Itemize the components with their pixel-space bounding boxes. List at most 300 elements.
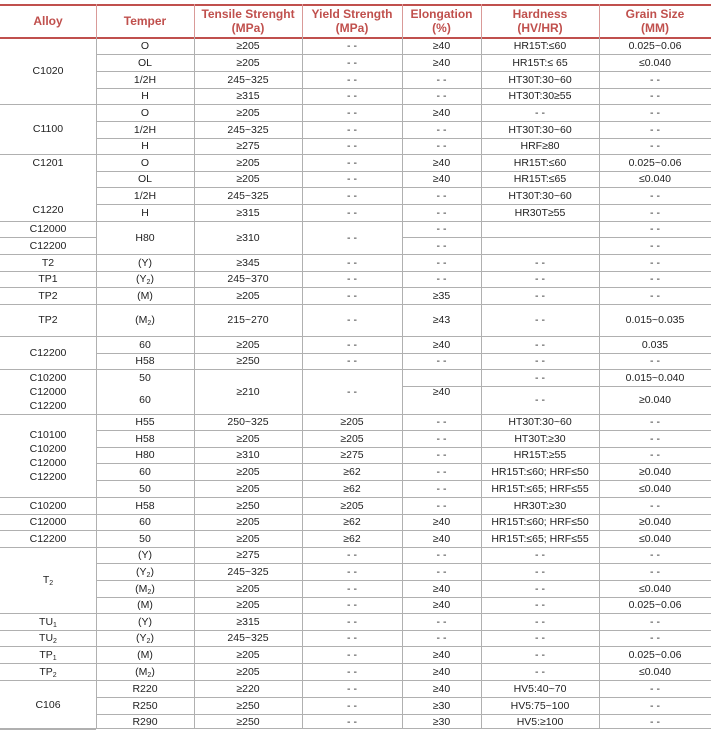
alloy-label (0, 272, 96, 286)
cell-temper (96, 56, 194, 70)
cell-text: 245~325 (227, 565, 269, 578)
cell-text: - - (436, 632, 447, 644)
cell-hard (481, 289, 599, 303)
cell-elong (402, 222, 481, 236)
header-column-divider (599, 4, 600, 37)
cell-temper (96, 139, 194, 153)
cell-text: (Y (136, 565, 147, 578)
header-grain-line1: Grain Size (625, 6, 685, 21)
cell-text: - - (436, 355, 447, 367)
cell-elong (402, 89, 481, 103)
cell-hard (481, 415, 599, 429)
cell-text: 50 (139, 371, 151, 384)
cell-tensile (194, 89, 302, 103)
cell-text: 0.015~0.035 (625, 314, 685, 326)
cell-tensile (194, 289, 302, 303)
cell-text: OL (137, 173, 152, 185)
cell-hard (481, 172, 599, 186)
cell-text: (M (135, 665, 148, 678)
cell-temper (96, 715, 194, 729)
cell-text: ≥35 (432, 289, 451, 302)
alloy-subscript: 2 (52, 671, 57, 679)
cell-text: ≥250 (236, 355, 260, 367)
cell-tensile (194, 139, 302, 153)
cell-grain (599, 715, 711, 729)
cell-yield (302, 172, 402, 186)
cell-temper (96, 393, 194, 407)
cell-text: HV5:75~100 (510, 699, 570, 712)
cell-text: ≥40 (432, 56, 451, 69)
cell-text: - - (347, 189, 357, 202)
cell-text: ≥310 (236, 231, 260, 244)
cell-tensile (194, 56, 302, 70)
cell-grain (599, 338, 711, 352)
cell-text: 50 (139, 532, 151, 545)
cell-yield (302, 448, 402, 462)
cell-yield (302, 699, 402, 713)
header-hardness-line1: Hardness (512, 6, 568, 21)
cell-temper (96, 371, 194, 385)
alloy-name: C12000 (29, 456, 67, 469)
cell-text: - - (650, 499, 660, 512)
cell-text: ≥40 (432, 648, 451, 661)
cell-grain (599, 89, 711, 103)
cell-hard (481, 682, 599, 696)
cell-hard (481, 648, 599, 662)
cell-yield (302, 582, 402, 596)
cell-hard (481, 465, 599, 479)
cell-elong (402, 39, 481, 53)
cell-text: - - (347, 156, 357, 169)
cell-text: - - (347, 682, 357, 695)
cell-text: - - (347, 632, 357, 644)
cell-text: ≥205 (340, 432, 364, 445)
temper-subscript: 2 (146, 571, 151, 579)
cell-temper (96, 582, 194, 600)
cell-yield (302, 548, 402, 562)
cell-grain (599, 598, 711, 612)
temper-close-paren: ) (150, 632, 154, 644)
cell-text: - - (535, 273, 545, 285)
cell-text: - - (650, 239, 660, 252)
cell-text: ≥205 (236, 532, 260, 545)
cell-text: - - (535, 314, 545, 326)
header-column-divider (302, 4, 303, 37)
cell-hard (481, 156, 599, 170)
cell-text: ≥250 (236, 499, 260, 512)
alloy-name: C1201 (32, 157, 64, 169)
alloy-group-divider (0, 336, 96, 337)
cell-text: - - (650, 273, 660, 285)
cell-text: (Y (136, 632, 147, 644)
cell-temper (96, 699, 194, 713)
cell-elong (402, 515, 481, 529)
cell-text: - - (650, 123, 660, 136)
cell-text: ≥40 (432, 106, 451, 119)
cell-text: - - (436, 256, 447, 269)
cell-hard (481, 393, 599, 407)
cell-text: ≥275 (340, 449, 364, 461)
cell-yield (302, 515, 402, 529)
cell-hard (481, 189, 599, 203)
cell-text: ≥205 (236, 173, 260, 185)
cell-text: - - (347, 549, 357, 561)
alloy-name: C12000 (29, 385, 67, 398)
cell-text: ≥0.040 (638, 465, 672, 478)
cell-text: ≥205 (236, 665, 260, 678)
cell-elong (402, 156, 481, 170)
header-alloy-label: Alloy (33, 13, 63, 28)
alloy-name: TP2 (38, 314, 58, 326)
cell-text: H55 (135, 416, 155, 428)
header-tensile (194, 4, 302, 37)
alloy-name: TU (39, 632, 54, 644)
cell-text: HT30T:≥30 (514, 432, 566, 445)
cell-hard (481, 515, 599, 529)
cell-temper (96, 89, 194, 103)
alloy-name: T (42, 574, 50, 586)
cell-grain (599, 189, 711, 203)
cell-text: ≥205 (236, 338, 260, 351)
cell-elong (402, 123, 481, 137)
alloy-name: TP (39, 665, 53, 678)
cell-tensile (194, 715, 302, 729)
header-temper (96, 4, 194, 37)
cell-yield (302, 499, 402, 513)
cell-yield (302, 465, 402, 479)
alloy-group-divider (0, 104, 96, 105)
cell-text: 0.025~0.06 (628, 648, 682, 661)
cell-tensile (194, 482, 302, 496)
alloy-label (0, 313, 96, 327)
cell-tensile (194, 465, 302, 479)
cell-hard (481, 354, 599, 368)
cell-elong (402, 313, 481, 327)
cell-text: - - (436, 223, 447, 235)
cell-elong (402, 631, 481, 645)
temper-subscript: 2 (147, 588, 152, 596)
cell-text: ≥205 (236, 648, 260, 661)
cell-hard (481, 565, 599, 579)
cell-temper (96, 156, 194, 170)
cell-elong (402, 206, 481, 220)
alloy-label (0, 203, 96, 217)
cell-elong (402, 256, 481, 270)
cell-text: ≥220 (236, 682, 260, 695)
cell-temper (96, 106, 194, 120)
alloy-label (0, 532, 96, 546)
cell-text: OL (137, 56, 152, 69)
cell-tensile (194, 415, 302, 429)
cell-tensile (194, 582, 302, 596)
cell-text: 245~325 (227, 632, 269, 644)
cell-text: ≥205 (236, 582, 260, 595)
cell-text: - - (347, 56, 357, 69)
cell-text: HR15T:≤60; HRF≤50 (491, 465, 589, 478)
cell-text: HT30T:30~60 (508, 416, 572, 428)
cell-tensile (194, 665, 302, 679)
cell-yield (302, 354, 402, 368)
cell-text: - - (347, 256, 357, 269)
cell-text: HRF≥80 (520, 140, 560, 152)
cell-text: HR15T:≤65 (513, 173, 567, 185)
cell-temper (96, 499, 194, 513)
cell-temper (96, 448, 194, 462)
cell-tensile (194, 448, 302, 462)
cell-text: HR15T:≥55 (513, 449, 567, 461)
cell-text: 1/2H (133, 123, 157, 136)
cell-text: - - (650, 90, 660, 102)
cell-text: ≥30 (432, 699, 451, 712)
cell-grain (599, 289, 711, 303)
cell-hard (481, 73, 599, 87)
cell-text: 0.015~0.040 (625, 371, 685, 384)
cell-text: ≥310 (236, 449, 260, 461)
cell-tensile (194, 39, 302, 53)
alloy-name: TU (39, 615, 54, 628)
temper-close-paren: ) (151, 582, 155, 595)
alloy-label (0, 222, 96, 236)
cell-grain (599, 448, 711, 462)
cell-tensile (194, 73, 302, 87)
cell-yield (302, 715, 402, 729)
cell-text: - - (535, 632, 545, 644)
cell-tensile (194, 532, 302, 546)
cell-yield (302, 106, 402, 120)
cell-grain (599, 272, 711, 286)
cell-grain (599, 432, 711, 446)
header-yield-line1: Yield Strength (311, 6, 393, 21)
cell-hard (481, 272, 599, 286)
header-grain-size (599, 4, 711, 37)
cell-text: ≥40 (432, 385, 451, 398)
cell-elong (402, 565, 481, 579)
cell-text: - - (436, 273, 447, 285)
cell-temper (96, 313, 194, 331)
cell-text: - - (436, 206, 447, 219)
cell-text: - - (347, 106, 357, 119)
cell-text: - - (535, 599, 545, 611)
cell-hard (481, 256, 599, 270)
cell-text: - - (347, 385, 357, 398)
cell-text: - - (347, 314, 357, 326)
cell-text: - - (535, 565, 545, 578)
cell-temper (96, 206, 194, 220)
header-yield-line2: (MPa) (335, 20, 369, 35)
header-column-divider (194, 4, 195, 37)
cell-text: ≥205 (236, 56, 260, 69)
header-temper-label: Temper (123, 13, 167, 28)
cell-tensile (194, 432, 302, 446)
cell-grain (599, 73, 711, 87)
alloy-subscript: 2 (53, 638, 57, 645)
cell-temper (96, 289, 194, 303)
cell-yield (302, 272, 402, 286)
cell-hard (481, 532, 599, 546)
cell-text: - - (436, 615, 447, 628)
cell-hard (481, 432, 599, 446)
cell-grain (599, 465, 711, 479)
cell-text: ≤0.040 (638, 482, 672, 495)
cell-temper (96, 189, 194, 203)
cell-temper (96, 532, 194, 546)
cell-hard (481, 665, 599, 679)
cell-text: 0.025~0.06 (628, 156, 682, 169)
cell-yield (302, 313, 402, 327)
cell-text: 245~325 (227, 189, 269, 202)
cell-yield (302, 231, 402, 245)
cell-text: - - (650, 223, 660, 235)
cell-temper (96, 231, 194, 245)
cell-text: (M (135, 314, 148, 326)
cell-yield (302, 289, 402, 303)
cell-text: - - (535, 289, 545, 302)
temper-close-paren: ) (150, 565, 154, 578)
cell-text: - - (650, 715, 660, 728)
alloy-label (0, 698, 96, 712)
cell-grain (599, 206, 711, 220)
cell-text: ≥62 (343, 465, 361, 478)
cell-text: ≥0.040 (638, 516, 672, 528)
cell-text: H58 (135, 499, 155, 512)
header-column-divider (96, 4, 97, 37)
cell-temper (96, 39, 194, 53)
cell-grain (599, 665, 711, 679)
cell-text: 245~325 (227, 123, 269, 136)
cell-text: ≥40 (432, 532, 451, 545)
cell-tensile (194, 515, 302, 529)
cell-yield (302, 338, 402, 352)
cell-grain (599, 172, 711, 186)
cell-text: ≥275 (236, 549, 260, 561)
cell-text: - - (436, 73, 447, 86)
cell-temper (96, 415, 194, 429)
cell-text: 60 (139, 516, 151, 528)
cell-grain (599, 313, 711, 327)
cell-tensile (194, 354, 302, 368)
cell-hard (481, 338, 599, 352)
cell-text: ≥250 (236, 715, 260, 728)
header-column-divider (402, 4, 403, 37)
cell-text: ≥315 (236, 615, 260, 628)
cell-text: 60 (139, 338, 151, 351)
cell-elong (402, 548, 481, 562)
cell-text: - - (347, 73, 357, 86)
cell-text: HR15T:≤ 65 (512, 56, 568, 69)
cell-tensile (194, 385, 302, 399)
cell-temper (96, 123, 194, 137)
cell-grain (599, 222, 711, 236)
cell-text: 0.025~0.06 (628, 40, 682, 52)
cell-text: ≤0.040 (638, 56, 672, 69)
cell-text: - - (347, 355, 357, 367)
cell-hard (481, 615, 599, 629)
header-top-border (0, 4, 711, 6)
alloy-label (0, 122, 96, 136)
cell-grain (599, 582, 711, 596)
cell-grain (599, 648, 711, 662)
header-tensile-line2: (MPa) (231, 20, 265, 35)
cell-text: HR15T:≤60; HRF≤50 (491, 516, 589, 528)
cell-text: - - (650, 206, 660, 219)
header-alloy (0, 4, 96, 37)
cell-text: - - (347, 289, 357, 302)
cell-grain (599, 156, 711, 170)
cell-text: HT30T:30≥55 (508, 90, 572, 102)
cell-text: HR15T:≤60 (513, 156, 567, 169)
cell-tensile (194, 172, 302, 186)
cell-tensile (194, 565, 302, 579)
alloy-group-divider (0, 547, 96, 548)
cell-text: ≥40 (432, 599, 451, 611)
alloy-label (0, 499, 96, 513)
cell-text: (M (135, 582, 148, 595)
cell-elong (402, 665, 481, 679)
alloy-name: C12000 (29, 516, 67, 528)
cell-grain (599, 393, 711, 407)
temper-subscript: 2 (147, 320, 152, 327)
cell-text: - - (650, 615, 660, 628)
cell-temper (96, 598, 194, 612)
cell-text: HR15T:≤60 (513, 40, 567, 52)
cell-text: ≥0.040 (638, 394, 672, 406)
cell-text: - - (436, 499, 447, 512)
cell-tensile (194, 313, 302, 327)
cell-temper (96, 73, 194, 87)
alloy-label (0, 648, 96, 666)
cell-text: - - (436, 140, 447, 152)
cell-text: 250~325 (227, 416, 269, 428)
cell-yield (302, 139, 402, 153)
alloy-name: C12200 (29, 239, 67, 252)
header-hardness-line2: (HV/HR) (517, 20, 563, 35)
temper-close-paren: ) (150, 273, 154, 285)
cell-text: R290 (132, 715, 158, 728)
cell-text: ≤0.040 (638, 532, 672, 545)
alloy-label (0, 665, 96, 683)
cell-hard (481, 582, 599, 596)
cell-tensile (194, 156, 302, 170)
cell-text: ≤0.040 (638, 582, 672, 595)
cell-elong (402, 682, 481, 696)
cell-text: - - (535, 549, 545, 561)
cell-text: ≥250 (236, 699, 260, 712)
cell-hard (481, 106, 599, 120)
cell-text: - - (650, 289, 660, 302)
cell-text: - - (436, 465, 447, 478)
alloy-name: C12200 (29, 532, 67, 545)
cell-tensile (194, 256, 302, 270)
cell-text: - - (347, 648, 357, 661)
alloy-label (0, 64, 96, 78)
cell-text: ≥62 (343, 516, 361, 528)
cell-text: - - (347, 582, 357, 595)
cell-hard (481, 89, 599, 103)
cell-text: H (141, 140, 149, 152)
cell-text: ≥345 (236, 256, 260, 269)
cell-text: ≥205 (236, 482, 260, 495)
cell-text: 50 (139, 482, 151, 495)
cell-tensile (194, 631, 302, 645)
cell-tensile (194, 699, 302, 713)
cell-text: - - (535, 615, 545, 628)
cell-text: H58 (135, 355, 155, 367)
cell-text: - - (436, 189, 447, 202)
alloy-name: C12000 (29, 223, 67, 235)
cell-elong (402, 338, 481, 352)
cell-text: - - (347, 599, 357, 611)
cell-elong (402, 715, 481, 729)
